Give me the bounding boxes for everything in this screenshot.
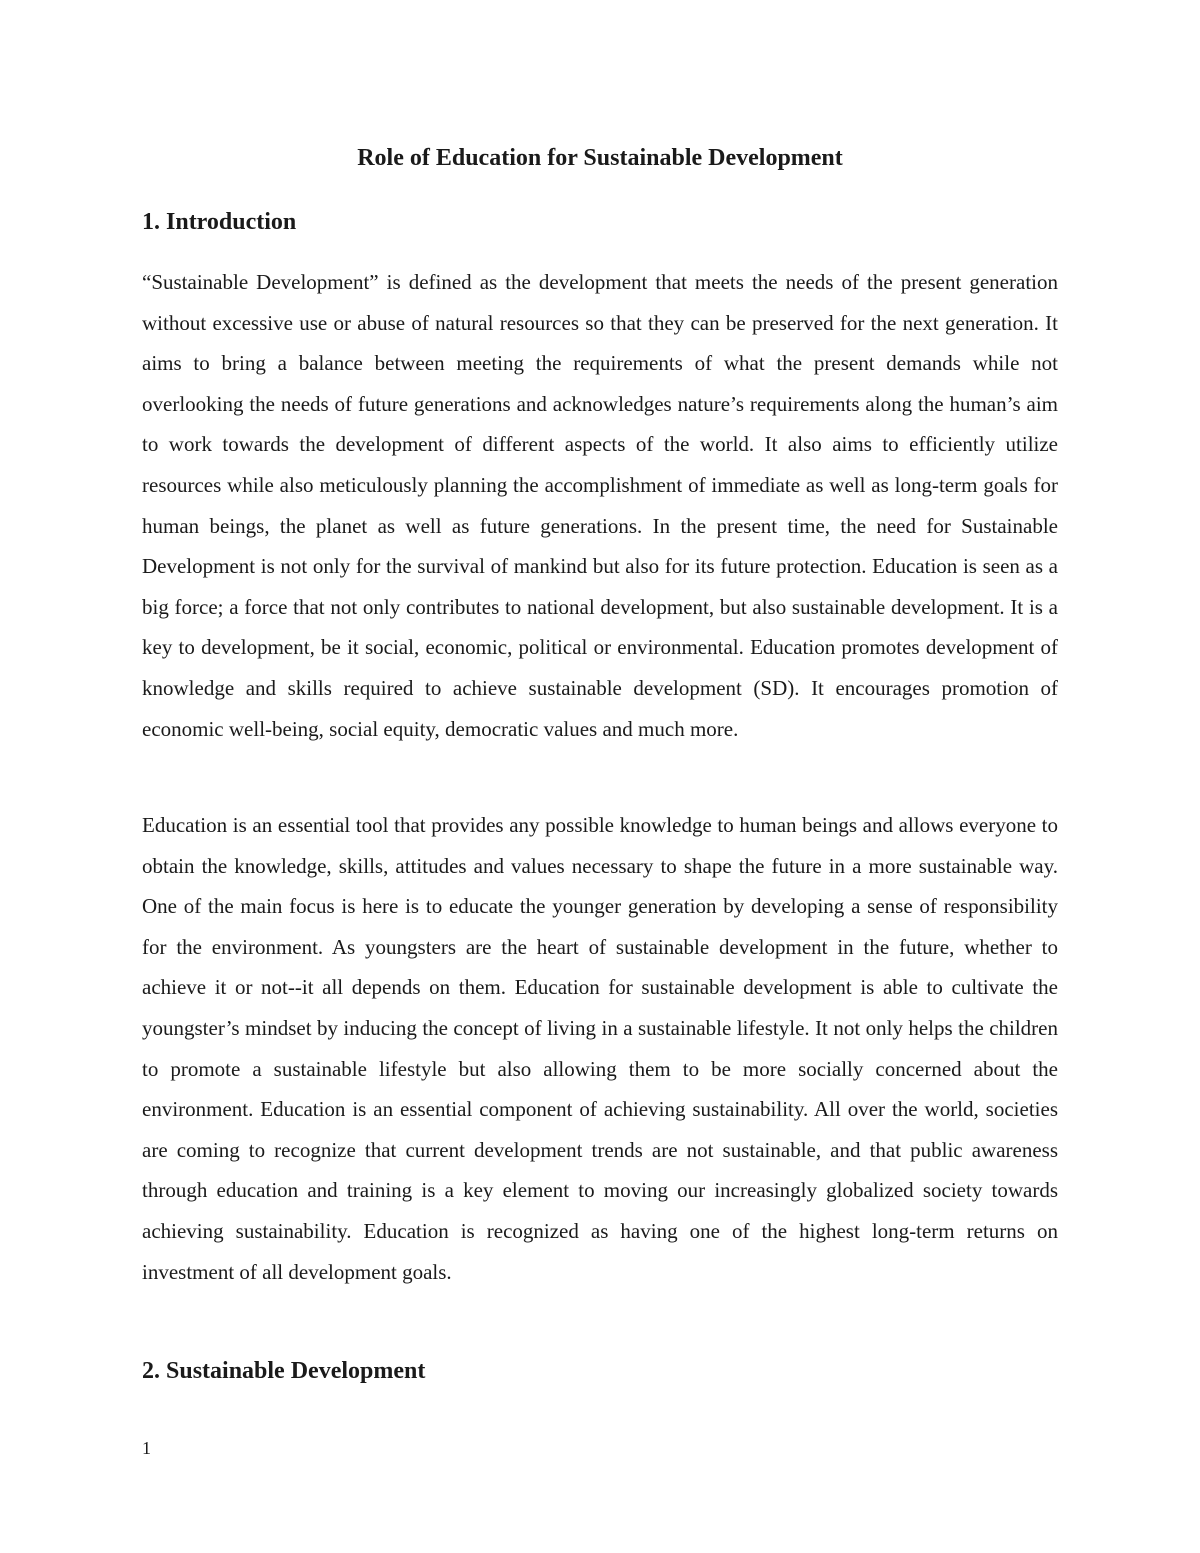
introduction-paragraph-1: “Sustainable Development” is defined as the development that meets the needs of the present generation without excessive use or abuse of natural resources so that they can be preserved for the next generation. It aims to bring a balance between meeting the requirements of what the present demands while not overlooking the needs of future generations and acknowledges nature’s requirements along the human’s aim to work towards the development of different aspects of the world. It also aims to efficiently utilize resources while also meticulously planning the accomplishment of immediate as well as long-term goals for human beings, the planet as well as future generations. In the present time, the need for Sustainable Development is not only for the survival of mankind but also for its future protection. Education is seen as a big force; a force that not only contributes to national development, but also sustainable development. It is a key to development, be it social, economic, political or environmental. Education promotes development of knowledge and skills required to achieve sustainable development (SD). It encourages promotion of economic well-being, social equity, democratic values and much more. <box>142 270 1058 741</box>
document-title: Role of Education for Sustainable Development <box>357 145 843 171</box>
section-heading-sustainable-development: 2. Sustainable Development <box>142 1358 426 1384</box>
page-number: 1 <box>142 1438 151 1458</box>
section-heading-introduction: 1. Introduction <box>142 209 297 235</box>
introduction-paragraph-2: Education is an essential tool that provides any possible knowledge to human beings and allows everyone to obtain the knowledge, skills, attitudes and values necessary to shape the future in a more sustainable way. One of the main focus is here is to educate the younger generation by developing a sense of responsibility for the environment. As youngsters are the heart of sustainable development in the future, whether to achieve it or not--it all depends on them. Education for sustainable development is able to cultivate the youngster’s mindset by inducing the concept of living in a sustainable lifestyle. It not only helps the children to promote a sustainable lifestyle but also allowing them to be more socially concerned about the environment. Education is an essential component of achieving sustainability. All over the world, societies are coming to recognize that current development trends are not sustainable, and that public awareness through education and training is a key element to moving our increasingly globalized society towards achieving sustainability. Education is recognized as having one of the highest long-term returns on investment of all development goals. <box>142 813 1058 1284</box>
